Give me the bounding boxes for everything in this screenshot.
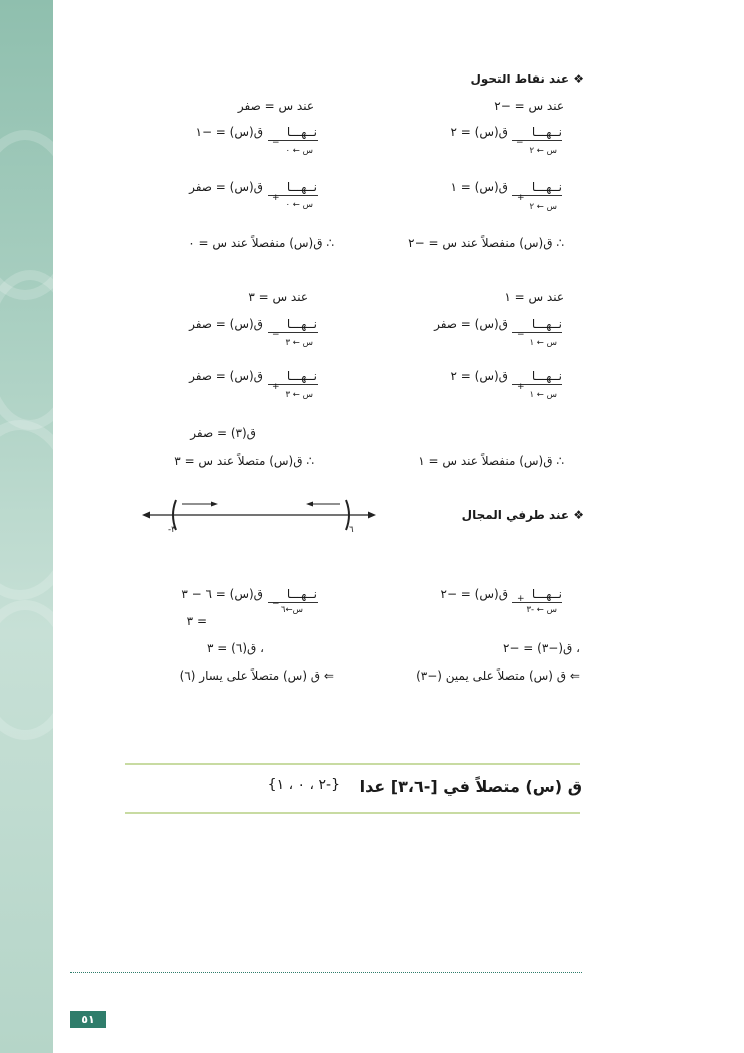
- minus-sign: −: [517, 330, 525, 340]
- left-limit-x-zero: ق(س) = −١: [195, 125, 263, 139]
- right-sub-x-one: س ← ١: [529, 390, 557, 400]
- lim-word: نــهـــا: [286, 369, 317, 383]
- number-line-left-label: -٣: [168, 525, 176, 535]
- page-number: ٥١: [70, 1011, 106, 1028]
- at-x-minus2: عند س = −٢: [494, 99, 564, 113]
- left-limit-x-three: ق(س) = صفر: [189, 317, 263, 331]
- right-limit-x-one: ق(س) = ٢: [450, 369, 508, 383]
- sub-at-minus3: س ← -٣: [526, 605, 557, 615]
- plus-sign: +: [517, 594, 525, 604]
- right-sub-x-zero: س ← ٠: [285, 200, 313, 210]
- plus-sign: +: [272, 193, 280, 203]
- left-sub-x-minus2: س ← ٢: [529, 146, 557, 156]
- lim-word: نــهـــا: [531, 587, 562, 601]
- lim-word: نــهـــا: [531, 317, 562, 331]
- result-x-three: ∴ ق(س) متصلاً عند س = ٣: [174, 454, 314, 468]
- right-sub-x-three: س ← ٣: [285, 390, 313, 400]
- result-x-zero: ∴ ق(س) منفصلاً عند س = ٠: [188, 236, 334, 250]
- conclusion-text: ق (س) متصلاً في [-٣،٦] عدا: [359, 777, 582, 796]
- left-sub-x-zero: س ← ٠: [285, 146, 313, 156]
- left-sub-x-three: س ← ٣: [285, 338, 313, 348]
- result-at-six: ⇐ ق (س) متصلاً على يسار (٦): [179, 669, 334, 683]
- lim-word: نــهـــا: [531, 180, 562, 194]
- lim-word: نــهـــا: [286, 587, 317, 601]
- plus-sign: +: [517, 193, 525, 203]
- result-x-minus2: ∴ ق(س) منفصلاً عند س = −٢: [408, 236, 564, 250]
- at-x-three: عند س = ٣: [248, 290, 308, 304]
- eq-at-six: = ٣: [186, 614, 207, 628]
- bottom-rule: [125, 812, 580, 814]
- number-line: [140, 492, 380, 544]
- left-sub-x-one: س ← ١: [529, 338, 557, 348]
- minus-sign: −: [272, 599, 280, 609]
- lim-word: نــهـــا: [531, 369, 562, 383]
- footer-dotted-line: [70, 972, 582, 973]
- result-x-one: ∴ ق(س) منفصلاً عند س = ١: [418, 454, 564, 468]
- conclusion-set: {-٢ ، ٠ ، ١}: [267, 777, 340, 793]
- value-at-three: ق(٣) = صفر: [190, 426, 256, 440]
- right-sub-x-minus2: س ← ٢: [529, 202, 557, 212]
- lim-word: نــهـــا: [286, 125, 317, 139]
- value-at-six: ، ق(٦) = ٣: [207, 641, 264, 655]
- minus-sign: −: [272, 138, 280, 148]
- decorative-sidebar: [0, 0, 53, 1053]
- lim-word: نــهـــا: [286, 180, 317, 194]
- right-limit-at-minus3: ق(س) = −٢: [440, 587, 508, 601]
- lim-word: نــهـــا: [286, 317, 317, 331]
- at-x-one: عند س = ١: [504, 290, 564, 304]
- right-limit-x-minus2: ق(س) = ١: [450, 180, 508, 194]
- plus-sign: +: [272, 382, 280, 392]
- value-at-minus3: ، ق(−٣) = −٢: [502, 641, 580, 655]
- left-limit-at-six: ق(س) = ٦ − ٣: [181, 587, 263, 601]
- right-limit-x-three: ق(س) = صفر: [189, 369, 263, 383]
- at-x-zero: عند س = صفر: [237, 99, 314, 113]
- minus-sign: −: [272, 330, 280, 340]
- heading-domain-ends: ❖ عند طرفي المجال: [461, 508, 584, 522]
- minus-sign: −: [516, 138, 524, 148]
- heading-transition-points: ❖ عند نقاط التحول: [470, 72, 584, 86]
- top-rule: [125, 763, 580, 765]
- right-limit-x-zero: ق(س) = صفر: [189, 180, 263, 194]
- number-line-right-label: ٦: [349, 525, 354, 535]
- result-at-minus3: ⇐ ق (س) متصلاً على يمين (−٣): [416, 669, 580, 683]
- left-limit-x-one: ق(س) = صفر: [434, 317, 508, 331]
- sub-at-six: س←٦: [280, 605, 303, 615]
- left-limit-x-minus2: ق(س) = ٢: [450, 125, 508, 139]
- lim-word: نــهـــا: [531, 125, 562, 139]
- plus-sign: +: [517, 382, 525, 392]
